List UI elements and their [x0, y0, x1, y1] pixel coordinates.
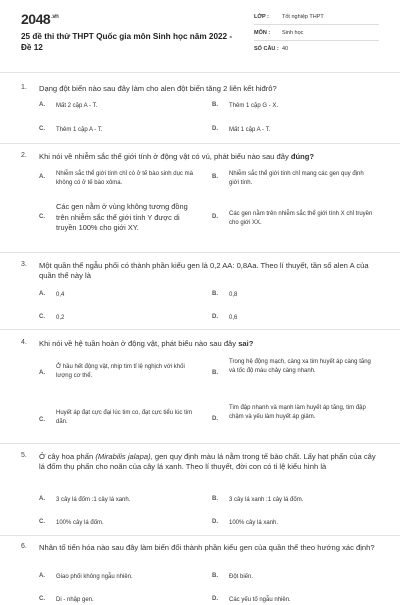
- divider: [0, 329, 400, 330]
- question-text: Khi nói về hệ tuần hoàn ở động vật, phát biểu nào sau đây sai?: [39, 339, 254, 348]
- divider: [0, 72, 400, 73]
- exam-page: $2048^{.vn}$ 25 đề thi thử THPT Quốc gia môn Sinh học năm 2022 - Đề 12 LỚP : Tốt nghiệp THPT MÔN : Sinh học SỐ CÂU : 40 1. Dạng đột biến nào sau đây làm cho alen đột biến tăng 2 liên kết hiđrô? A. Mất 2 cặp A - T. B. Thêm 1 cặp G - X. C. Thêm 1 cặp A - T. D. Mất 1 cặp A - T. 2. Khi nói về nhiễm sắc thể giới tính ở động vật có vú, phát biểu nào sau đây đúng? A. Nhiễm sắc thể giới tính chỉ có ở tế bào sinh dục mà không có ở tế bào xôma. B. Nhiễm sắc thể giới tính chỉ mang các gen quy định giới tính. C. Các gen nằm ở vùng không tương đồng trên nhiễm sắc thể giới tính Y được di truyền 100% cho giới XY. D. Các gen nằm trên nhiễm sắc thể giới tính X chỉ truyền cho giới XX. 3. Một quần thể ngẫu phối có thành phần kiểu gen là 0,2 AA: 0,8Aa. Theo lí thuyết, tần số alen A của quần thể này là A. 0,4 B. 0,8 C. 0,2 D. 0,6 4. Khi nói về hệ tuần hoàn ở động vật, phát biểu nào sau đây sai? A. Ở hầu hết động vật, nhịp tim tỉ lệ nghịch với khối lượng cơ thể. B. Trong hệ động mạch, càng xa tim huyết áp càng tăng và tốc độ máu chảy càng nhanh. C. Huyết áp đạt cực đại lúc tim co, đạt cực tiểu lúc tim dãn. D. Tim đập nhanh và mạnh làm huyết áp tăng, tim đập chậm và yếu làm huyết áp giảm. 5. Ở cây hoa phấn (Mirabilis jalapa), gen quy định màu lá nằm trong tế bào chất. Lấy hạt phấn của cây lá đốm thụ phấn cho noãn của cây lá xanh. Theo lí thuyết, đời con có tỉ lệ kiểu hình là A. 3 cây lá đốm :1 cây lá xanh. B. 3 cây lá xanh :1 cây lá đốm. C. 100% cây lá đốm. D. 100% cây lá xanh. 6. Nhân tố tiến hóa nào sau đây làm biến đổi thành phần kiểu gen của quần thể theo hướng xác định? A. Giao phối không ngẫu nhiên. B. Đột biến. C. Di - nhập gen. D. Các yếu tố ngẫu nhiên.: [0, 0, 400, 600]
- question-text: Khi nói về nhiễm sắc thể giới tính ở động vật có vú, phát biểu nào sau đây đúng?: [39, 152, 315, 161]
- divider: [0, 143, 400, 144]
- exam-header: $2048^{.vn}$ 25 đề thi thử THPT Quốc gia môn Sinh học năm 2022 - Đề 12 LỚP : Tốt nghiệp THPT MÔN : Sinh học SỐ CÂU : 40: [0, 0, 400, 70]
- divider: [0, 443, 400, 444]
- question-text: Nhân tố tiến hóa nào sau đây làm biến đổi thành phần kiểu gen của quần thể theo hướng xác định?: [39, 543, 375, 552]
- site-logo[interactable]: $2048^{.vn}$: [21, 11, 59, 27]
- question-text: Ở cây hoa phấn (Mirabilis jalapa), gen quy định màu lá nằm trong tế bào chất. Lấy hạt phấn của cây lá đốm thụ phấn cho noãn của cây lá xanh. Theo lí thuyết, đời con có tỉ lệ kiểu hình là: [39, 452, 376, 471]
- question-text: Một quần thể ngẫu phối có thành phần kiểu gen là 0,2 AA: 0,8Aa. Theo lí thuyết, tần số alen A của quần thể này là: [39, 261, 369, 280]
- divider: [0, 535, 400, 536]
- question-text: Dạng đột biến nào sau đây làm cho alen đột biến tăng 2 liên kết hiđrô?: [39, 84, 277, 93]
- exam-title: 25 đề thi thử THPT Quốc gia môn Sinh học năm 2022 - Đề 12: [21, 32, 233, 52]
- divider: [0, 252, 400, 253]
